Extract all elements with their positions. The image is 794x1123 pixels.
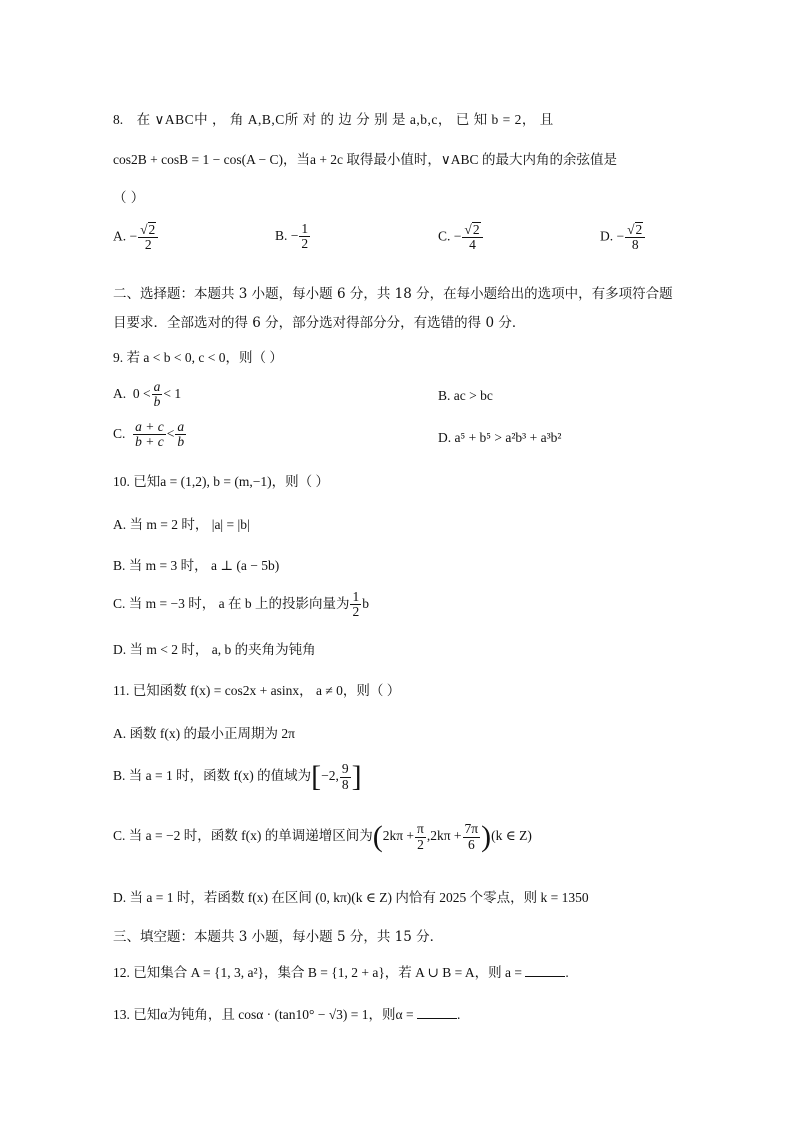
q8-line2 bbox=[113, 148, 617, 168]
q8-stem-line2: ，当a + 2c 取得最小值时，∨ABC 的最大内角的余弦值是 bbox=[282, 152, 617, 167]
section3-heading: 三、填空题：本题共 3 小题，每小题 5 分，共 15 分． bbox=[113, 929, 444, 945]
q13-stem: 13. 已知α为钝角，且 cosα · (tan10° − √3) = 1，则α = . bbox=[113, 1007, 461, 1022]
q8-option-c[interactable]: C. − $\frac{√2}{4}$ bbox=[438, 222, 484, 252]
q10-option-d[interactable]: D. 当 m < 2 时， a, b 的夹角为钝角 bbox=[113, 642, 316, 657]
q12-answer-blank[interactable] bbox=[525, 964, 565, 977]
q8-stem-line1: 在 ∨ABC中 ， 角 A,B,C所 对 的 边 分 别 是 a,b,c， 已 知 b = 2， 且 bbox=[136, 112, 554, 127]
q9-stem: 9. 若 a < b < 0, c < 0，则（ ） bbox=[113, 350, 283, 365]
q9-option-c[interactable]: C. $\frac{a + c}{b + c}$ < $\frac{a}{b}$ bbox=[113, 419, 185, 450]
q10-vectors: a = (1,2), b = (m,−1) bbox=[160, 474, 272, 489]
q11-option-d[interactable]: D. 当 a = 1 时，若函数 f(x) 在区间 (0, kπ)(k ∈ Z) 内恰有 2025 个零点，则 k = 1350 bbox=[113, 890, 589, 905]
q11-stem: 11. 已知函数 f(x) = cos2x + asinx， a ≠ 0，则（ ） bbox=[113, 683, 401, 698]
q8-equation: cos2B + cosB = 1 − cos(A − C) bbox=[113, 152, 283, 167]
q8-answer-paren: （ ） bbox=[113, 190, 145, 206]
q10-stem: 10. 已知a = (1,2), b = (m,−1)，则（ ） bbox=[113, 474, 329, 489]
q9-option-d[interactable]: D. a⁵ + b⁵ > a²b³ + a³b² bbox=[438, 430, 562, 445]
section2-heading-line1: 二、选择题：本题共 3 小题，每小题 6 分，共 18 分，在每小题给出的选项中，有多项符合题 bbox=[113, 286, 673, 302]
q13-answer-blank[interactable] bbox=[417, 1006, 457, 1019]
q9-option-a[interactable]: A. 0 < $\frac{a}{b}$ < 1 bbox=[113, 379, 182, 410]
q8-option-a[interactable]: A. − $\frac{√2}{2}$ bbox=[113, 222, 159, 252]
q11-option-c[interactable]: C. 当 a = −2 时，函数 f(x) 的单调递增区间为(2kπ + $\frac{\pi}{2}$ ,2kπ + $\frac{7\pi}{6}$ )(k ∈ Z) bbox=[113, 820, 532, 853]
q8-option-b[interactable]: B. − $\frac{1}{2}$ bbox=[275, 221, 309, 252]
q8-number: 8. bbox=[113, 112, 124, 127]
q8-option-d[interactable]: D. − $\frac{√2}{8}$ bbox=[600, 222, 646, 252]
q8-line1 bbox=[113, 108, 554, 128]
q11-option-a[interactable]: A. 函数 f(x) 的最小正周期为 2π bbox=[113, 726, 295, 741]
q10-option-c[interactable]: C. 当 m = −3 时， a 在 b 上的投影向量为 $\frac{1}{2}$ b bbox=[113, 589, 369, 620]
q12-stem: 12. 已知集合 A = {1, 3, a²}，集合 B = {1, 2 + a}，若 A ∪ B = A，则 a = . bbox=[113, 965, 569, 980]
q9-option-b[interactable]: B. ac > bc bbox=[438, 388, 493, 403]
section2-heading-line2: 目要求．全部选对的得 6 分，部分选对得部分分，有选错的得 0 分． bbox=[113, 315, 526, 331]
q10-option-b[interactable]: B. 当 m = 3 时， a ⊥ (a − 5b) bbox=[113, 558, 280, 573]
q11-option-b[interactable]: B. 当 a = 1 时，函数 f(x) 的值域为[−2, $\frac{9}{8}$ ] bbox=[113, 760, 362, 793]
q10-option-a[interactable]: A. 当 m = 2 时， |a| = |b| bbox=[113, 517, 250, 532]
